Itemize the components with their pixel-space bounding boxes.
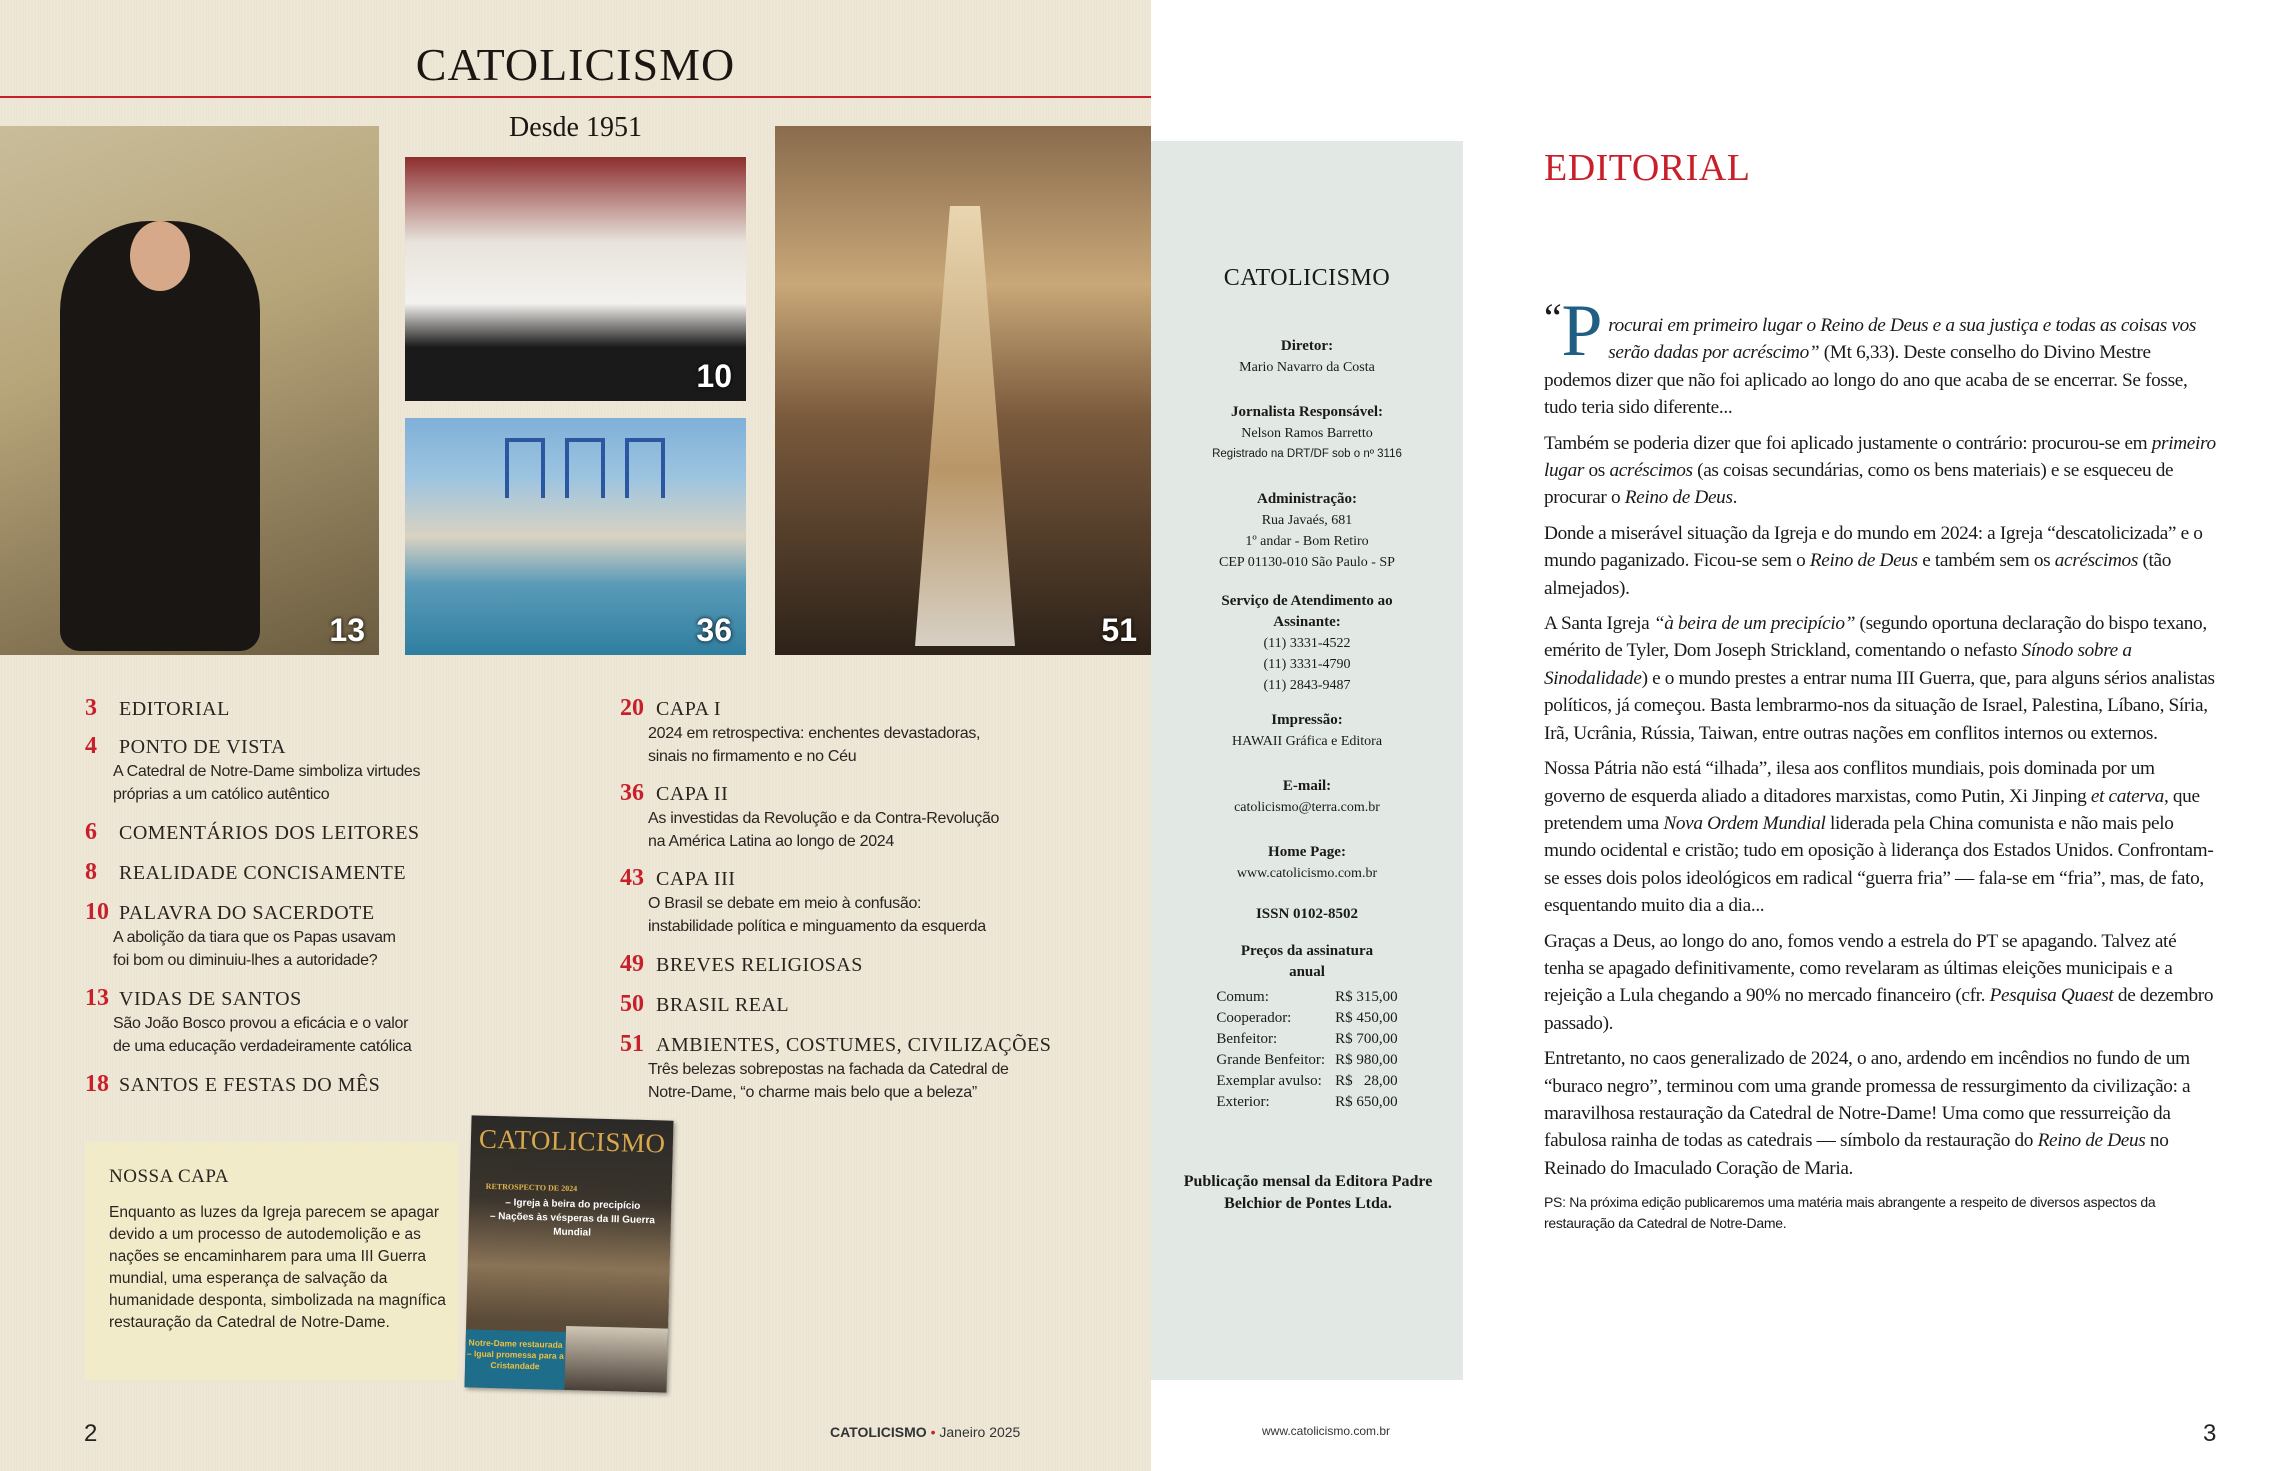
emphasis: Pesquisa Quaest [1989,985,2114,1007]
paragraph [1544,755,2219,919]
address-line: CEP 01130-010 São Paulo - SP [1219,555,1395,570]
toc-item[interactable] [85,899,396,972]
issn: ISSN 0102-8502 [1255,906,1359,922]
price-label: Cooperador: [1216,1010,1292,1026]
address-line: 1º andar - Bom Retiro [1245,534,1369,549]
emphasis: “à beira de um precipício” [1653,613,1856,635]
toc-item[interactable] [85,695,230,722]
emphasis: acréscimos [2054,550,2138,572]
paragraph-text: Donde a miserável situação da Igreja e do mundo em 2024: a Igreja “descatolicizada” e o mundo paganizado. Ficou-se sem o [1544,522,2203,572]
drop-cap: P [1561,290,1603,372]
paragraph-text: (as coisas secundárias, como os bens materiais) e se esqueceu de procurar o [1544,460,2174,509]
cover-headline [474,1196,670,1243]
since-label: Desde 1951 [509,112,642,143]
toc-section-title: BREVES RELIGIOSAS [656,954,863,976]
toc-item[interactable] [85,1071,380,1098]
photo-page-number: 51 [1101,612,1137,648]
emphasis: primeiro lugar [1544,432,2216,482]
photo-dom-bosco[interactable] [0,126,379,655]
emphasis: Nova Ordem Mundial [1663,812,1826,834]
open-quote: “ [1544,295,1562,340]
paragraph-text: (segundo oportuna declaração do bispo texano, emérito de Tyler, Dom Joseph Strickland, comentando o nefasto [1544,613,2207,662]
masthead-box [1151,141,1463,1380]
label: Administração: [1257,491,1357,507]
label: E-mail: [1282,778,1332,794]
footer-separator: • [930,1424,936,1440]
cover-headline-2: – Nações às vésperas da III Guerra Mundial [489,1210,656,1239]
price-value: R$ 650,00 [1335,1094,1398,1110]
paragraph-text: . [1732,487,1738,509]
price-value: R$ 980,00 [1335,1052,1398,1068]
price-label: Benfeitor: [1216,1031,1278,1047]
toc-description: instabilidade política e minguamento da esquerda [648,918,986,935]
toc-page-number: 43 [620,865,644,891]
crane [625,438,665,498]
toc-page-number: 4 [85,733,97,759]
paragraph-text: ) e o mundo prestes a entrar numa III Guerra, que, para alguns sérios analistas políticos, já começou. Basta lembrarmo-nos da situação de Israel, Palestina, Líbano, Síria, Irã, Ucrânia, Rússia, Taiwan, entre outras nações em conflitos internos ou externos. [1544,667,2215,744]
prices-label: Preços da assinatura anual [1240,943,1374,980]
paragraph [1544,1045,2219,1182]
toc-item[interactable] [620,1031,1051,1104]
nossa-capa-box [85,1142,458,1380]
toc-description: O Brasil se debate em meio à confusão: [648,895,922,912]
toc-item[interactable] [620,695,980,768]
price-row [1216,1008,1397,1029]
label: Diretor: [1280,338,1334,354]
cover-headline-1: – Igreja à beira do precipício [505,1197,641,1212]
footer-left [830,1424,1020,1440]
cover-photo [564,1326,668,1393]
label: Home Page: [1268,844,1346,860]
toc-description: sinais no firmamento e no Céu [648,748,857,765]
paragraph-text: os [1584,460,1610,482]
toc-page-number: 50 [620,991,644,1017]
price-table [1216,987,1397,1113]
paragraph [1544,520,2219,602]
toc-page-number: 13 [85,985,109,1011]
editorial [1544,146,2219,1234]
paragraph [1544,610,2219,747]
page-number-left: 2 [84,1420,98,1447]
footer-date: Janeiro 2025 [939,1424,1021,1440]
toc-description: 2024 em retrospectiva: enchentes devastadoras, [648,725,981,742]
journalist: Nelson Ramos Barretto [1241,426,1373,441]
toc-section-title: COMENTÁRIOS DOS LEITORES [119,822,420,844]
emphasis: et caterva [2090,785,2164,807]
price-row [1216,1092,1397,1113]
toc-page-number: 51 [620,1031,644,1057]
toc-description: A Catedral de Notre-Dame simboliza virtudes [113,763,421,780]
price-label: Exterior: [1216,1094,1270,1110]
toc-description: São João Bosco provou a eficácia e o valor [113,1015,409,1032]
price-row [1216,1071,1397,1092]
emphasis: Reino de Deus [2037,1130,2146,1152]
toc-section-title: AMBIENTES, COSTUMES, CIVILIZAÇÕES [656,1034,1052,1056]
photo-pope[interactable] [405,157,746,401]
toc-item[interactable] [85,859,406,886]
registration: Registrado na DRT/DF sob o nº 3116 [1212,448,1402,460]
toc-description: Notre-Dame, “o charme mais belo que a beleza” [648,1084,977,1101]
paragraph [1544,290,2219,422]
photo-page-number: 13 [329,612,365,648]
editorial-title: EDITORIAL [1544,147,1751,189]
toc-section-title: BRASIL REAL [656,994,790,1016]
toc-item[interactable] [85,985,411,1058]
photo-port[interactable] [405,418,746,655]
printer: HAWAII Gráfica e Editora [1231,734,1383,749]
toc-description: na América Latina ao longo de 2024 [648,833,894,850]
paragraph-text: Nossa Pátria não está “ilhada”, ilesa aos conflitos mundiais, pois dominada por um governo de esquerda aliado a ditadores marxistas, como Putin, Xi Jinping [1544,758,2155,807]
emphasis: Reino de Deus [1809,550,1918,572]
photo-page-number: 10 [696,358,732,394]
paragraph-text: , que pretendem uma [1544,785,2200,834]
toc-section-title: REALIDADE CONCISAMENTE [119,862,407,884]
price-value: R$ 700,00 [1335,1031,1398,1047]
price-row [1216,1050,1397,1071]
email-link[interactable]: catolicismo@terra.com.br [1234,800,1380,815]
paragraph-text: A Santa Igreja [1544,613,1654,635]
emphasis: Reino de Deus [1624,487,1733,509]
toc-section-title: CAPA II [656,783,729,805]
toc-description: de uma educação verdadeiramente católica [113,1038,412,1055]
director: Mario Navarro da Costa [1239,360,1375,375]
toc-section-title: CAPA III [656,868,736,890]
toc-section-title: VIDAS DE SANTOS [119,988,302,1010]
price-row [1216,1029,1397,1050]
toc-page-number: 8 [85,859,97,885]
price-label: Grande Benfeitor: [1216,1052,1326,1068]
masthead-title: CATOLICISMO [415,39,736,90]
emphasis: acréscimos [1609,460,1693,482]
photo-page-number: 36 [696,612,732,648]
toc-item[interactable] [620,780,999,853]
phone: (11) 2843-9487 [1263,678,1351,693]
cathedral-nave [915,206,1015,646]
paragraph-text: Graças a Deus, ao longo do ano, fomos vendo a estrela do PT se apagando. Talvez até tenha se apagado definitivamente, como revelaram as últimas eleições municipais e a rejeição a Lula chegando a 90% no mercado financeiro (cfr. [1544,930,2177,1007]
paragraph [1544,430,2219,512]
page-number-right: 3 [2203,1420,2217,1447]
toc-item[interactable] [620,951,863,978]
nossa-capa-text: Enquanto as luzes da Igreja parecem se apagar devido a um processo de autodemolição e as nações se encaminharem para uma III Guerra mundial, uma esperança de salvação da humanidade desponta, simbolizada na magnífica restauração da Catedral de Notre-Dame. [109,1204,446,1331]
label: Impressão: [1271,712,1343,728]
toc-item[interactable] [85,733,420,806]
nossa-capa-title: NOSSA CAPA [109,1166,229,1187]
paragraph-text: de dezembro passado). [1544,985,2214,1034]
phone: (11) 3331-4790 [1263,657,1351,672]
toc-page-number: 6 [85,819,97,845]
homepage-link[interactable]: www.catolicismo.com.br [1236,866,1378,881]
label: Jornalista Responsável: [1230,404,1384,420]
footer-url[interactable]: www.catolicismo.com.br [1262,1424,1391,1438]
address-line: Rua Javaés, 681 [1261,513,1353,528]
paragraph-text: (tão almejados). [1544,550,2172,599]
priest-face [130,221,190,291]
paragraph-text: Entretanto, no caos generalizado de 2024, o ano, ardendo em incêndios no fundo de um “buraco negro”, terminou com uma grande promessa de ressurgimento da civilização: a maravilhosa restauração da Catedral de Notre-Dame! Uma como que ressurreição da fabulosa rainha de todas as catedrais — símbolo da restauração do [1544,1048,2191,1152]
toc-page-number: 18 [85,1071,109,1097]
crane [565,438,605,498]
paragraph-text: e também sem os [1917,550,2055,572]
price-value: R$ 28,00 [1335,1073,1398,1089]
price-value: R$ 315,00 [1335,989,1398,1005]
emphasis: Sínodo sobre a Sinodalidade [1544,640,2132,689]
toc-page-number: 3 [85,695,97,721]
toc-section-title: PALAVRA DO SACERDOTE [119,902,375,924]
paragraph-text: no Reinado do Imaculado Coração de Maria. [1544,1130,2169,1179]
toc-description: As investidas da Revolução e da Contra-Revolução [648,810,1000,827]
toc-section-title: EDITORIAL [119,698,230,720]
scripture-quote: rocurai em primeiro lugar o Reino de Deus e a sua justiça e todas as coisas vos serão dadas por acréscimo” [1608,315,2197,364]
price-label: Comum: [1216,989,1269,1005]
editorial-body [1544,290,2219,1234]
toc-section-title: CAPA I [656,698,722,720]
postscript: PS: Na próxima edição publicaremos uma matéria mais abrangente a respeito de diversos aspectos da restauração da Catedral de Notre-Dame. [1544,1194,2156,1232]
crane [505,438,545,498]
cover-kicker: RETROSPECTO DE 2024 [485,1181,578,1194]
toc-description: próprias a um católico autêntico [113,786,330,803]
toc-item[interactable] [620,865,986,938]
paragraph [1544,928,2219,1038]
toc-page-number: 20 [620,695,644,721]
toc-item[interactable] [620,991,789,1018]
paragraph-text: liderada pela China comunista e não mais pelo mundo ocidental e cristão; tudo em oposição à liderança dos Estados Unidos. Confrontam-se esses dois polos ideológicos em radical “guerra fria” — fala-se em “fria”, mas, de fato, esquentando muito dia a dia... [1544,812,2214,917]
paragraph-text: (Mt 6,33). Deste conselho do Divino Mestre podemos dizer que não foi aplicado ao longo do ano que acaba de se encerrar. Se fosse, tudo teria sido diferente... [1544,342,2188,419]
toc-section-title: PONTO DE VISTA [119,736,286,758]
toc-description: Três belezas sobrepostas na fachada da Catedral de [648,1061,1009,1078]
price-row [1216,987,1397,1008]
paragraph-text: Também se poderia dizer que foi aplicado justamente o contrário: procurou-se em [1544,432,2152,454]
masthead-box-title: CATOLICISMO [1223,265,1391,291]
photo-notre-dame-interior[interactable] [775,126,1151,655]
publisher: Publicação mensal da Editora Padre Belchior de Pontes Ltda. [1183,1173,1433,1212]
price-label: Exemplar avulso: [1216,1073,1322,1089]
toc-section-title: SANTOS E FESTAS DO MÊS [119,1074,381,1096]
cover-logo: CATOLICISMO [478,1123,666,1159]
price-value: R$ 450,00 [1335,1010,1398,1026]
toc-page-number: 10 [85,899,109,925]
cover-box: Notre-Dame restaurada – Igual promessa para a Cristandade [464,1329,565,1390]
toc-page-number: 36 [620,780,644,806]
toc-item[interactable] [85,819,420,846]
toc-description: foi bom ou diminuiu-lhes a autoridade? [113,952,378,969]
toc-page-number: 49 [620,951,644,977]
footer-brand: CATOLICISMO [830,1424,927,1440]
phone: (11) 3331-4522 [1263,636,1351,651]
cover-thumbnail[interactable] [464,1115,673,1392]
label: Serviço de Atendimento ao Assinante: [1221,593,1393,630]
divider [0,96,1151,98]
toc-description: A abolição da tiara que os Papas usavam [113,929,396,946]
